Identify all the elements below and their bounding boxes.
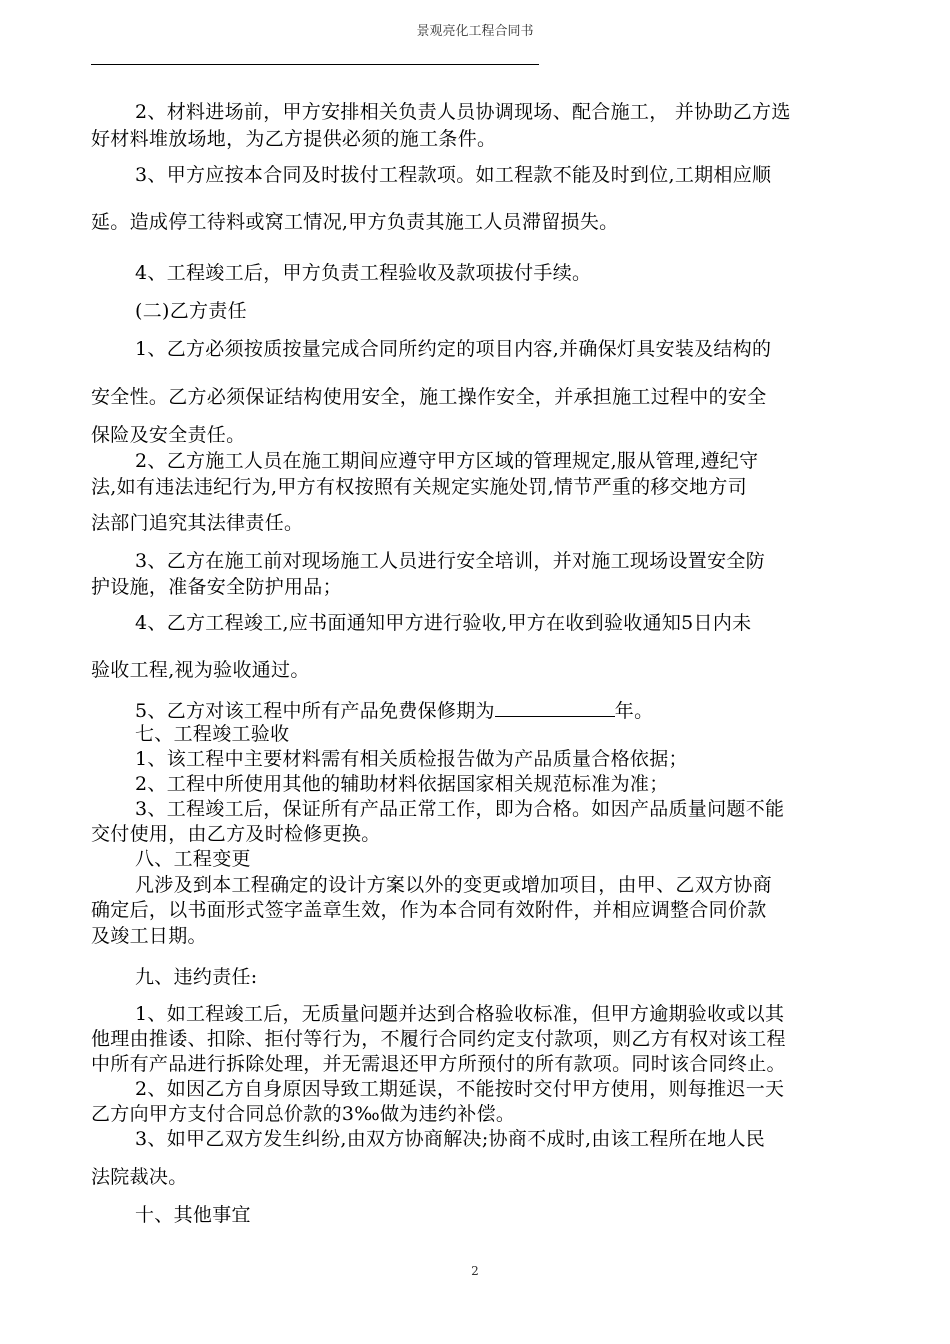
clause-party-b-4-line1: 4、乙方工程竣工,应书面通知甲方进行验收,甲方在收到验收通知5日内未	[135, 612, 752, 634]
clause-9-3-line2: 法院裁决。	[91, 1166, 188, 1188]
clause-7-3-line2: 交付使用，由乙方及时检修更换。	[91, 823, 381, 845]
clause-8-line3: 及竣工日期。	[91, 925, 207, 947]
warranty-years-blank	[495, 697, 615, 717]
section-party-b-heading: (二)乙方责任	[135, 300, 247, 322]
clause-party-a-2-line1: 2、材料进场前，甲方安排相关负责人员协调现场、配合施工， 并协助乙方选	[135, 101, 791, 123]
warranty-text-after: 年。	[614, 700, 654, 722]
clause-9-2-line1: 2、如因乙方自身原因导致工期延误，不能按时交付甲方使用，则每推迟一天	[135, 1078, 785, 1100]
clause-party-b-2-line1: 2、乙方施工人员在施工期间应遵守甲方区域的管理规定,服从管理,遵纪守	[135, 450, 759, 472]
clause-party-b-2-line3: 法部门追究其法律责任。	[91, 512, 304, 534]
clause-9-1-line1: 1、如工程竣工后，无质量问题并达到合格验收标准，但甲方逾期验收或以其	[135, 1003, 785, 1025]
clause-7-3-line1: 3、工程竣工后，保证所有产品正常工作，即为合格。如因产品质量问题不能	[135, 798, 785, 820]
clause-8-line2: 确定后，以书面形式签字盖章生效，作为本合同有效附件，并相应调整合同价款	[91, 899, 767, 921]
clause-party-b-3-line1: 3、乙方在施工前对现场施工人员进行安全培训，并对施工现场设置安全防	[135, 550, 765, 572]
clause-9-1-line2: 他理由推诿、扣除、拒付等行为，不履行合同约定支付款项，则乙方有权对该工程	[91, 1028, 786, 1050]
clause-party-a-2-line2: 好材料堆放场地，为乙方提供必须的施工条件。	[91, 128, 497, 150]
clause-9-2-line2: 乙方向甲方支付合同总价款的3‰做为违约补偿。	[91, 1103, 516, 1125]
section-8-heading: 八、工程变更	[135, 848, 251, 870]
clause-party-a-4: 4、工程竣工后，甲方负责工程验收及款项拔付手续。	[135, 262, 592, 284]
page-number: 2	[471, 1264, 479, 1278]
clause-party-b-1-line1: 1、乙方必须按质按量完成合同所约定的项目内容,并确保灯具安装及结构的	[135, 338, 772, 360]
clause-party-b-4-line2: 验收工程,视为验收通过。	[91, 659, 310, 681]
header-divider	[91, 64, 539, 65]
clause-party-a-3-line2: 延。造成停工待料或窝工情况,甲方负责其施工人员滞留损失。	[91, 211, 619, 233]
section-9-heading: 九、违约责任:	[135, 966, 258, 988]
running-header-title: 景观亮化工程合同书	[416, 24, 534, 39]
section-7-heading: 七、工程竣工验收	[135, 723, 290, 745]
clause-9-1-line3: 中所有产品进行拆除处理，并无需退还甲方所预付的所有款项。同时该合同终止。	[91, 1053, 786, 1075]
clause-7-1: 1、该工程中主要材料需有相关质检报告做为产品质量合格依据；	[135, 748, 688, 770]
clause-party-b-1-line2: 安全性。乙方必须保证结构使用安全，施工操作安全，并承担施工过程中的安全	[91, 386, 767, 408]
clause-party-b-3-line2: 护设施，准备安全防护用品；	[91, 576, 342, 598]
section-10-heading: 十、其他事宜	[135, 1204, 251, 1226]
clause-8-line1: 凡涉及到本工程确定的设计方案以外的变更或增加项目，由甲、乙双方协商	[135, 874, 772, 896]
clause-party-b-1-line3: 保险及安全责任。	[91, 424, 246, 446]
warranty-text-before: 5、乙方对该工程中所有产品免费保修期为	[135, 700, 495, 722]
clause-9-3-line1: 3、如甲乙双方发生纠纷,由双方协商解决;协商不成时,由该工程所在地人民	[135, 1128, 766, 1150]
clause-7-2: 2、工程中所使用其他的辅助材料依据国家相关规范标准为准；	[135, 773, 669, 795]
clause-party-a-3-line1: 3、甲方应按本合同及时拔付工程款项。如工程款不能及时到位,工期相应顺	[135, 164, 772, 186]
clause-party-b-2-line2: 法,如有违法违纪行为,甲方有权按照有关规定实施处罚,情节严重的移交地方司	[91, 476, 747, 498]
